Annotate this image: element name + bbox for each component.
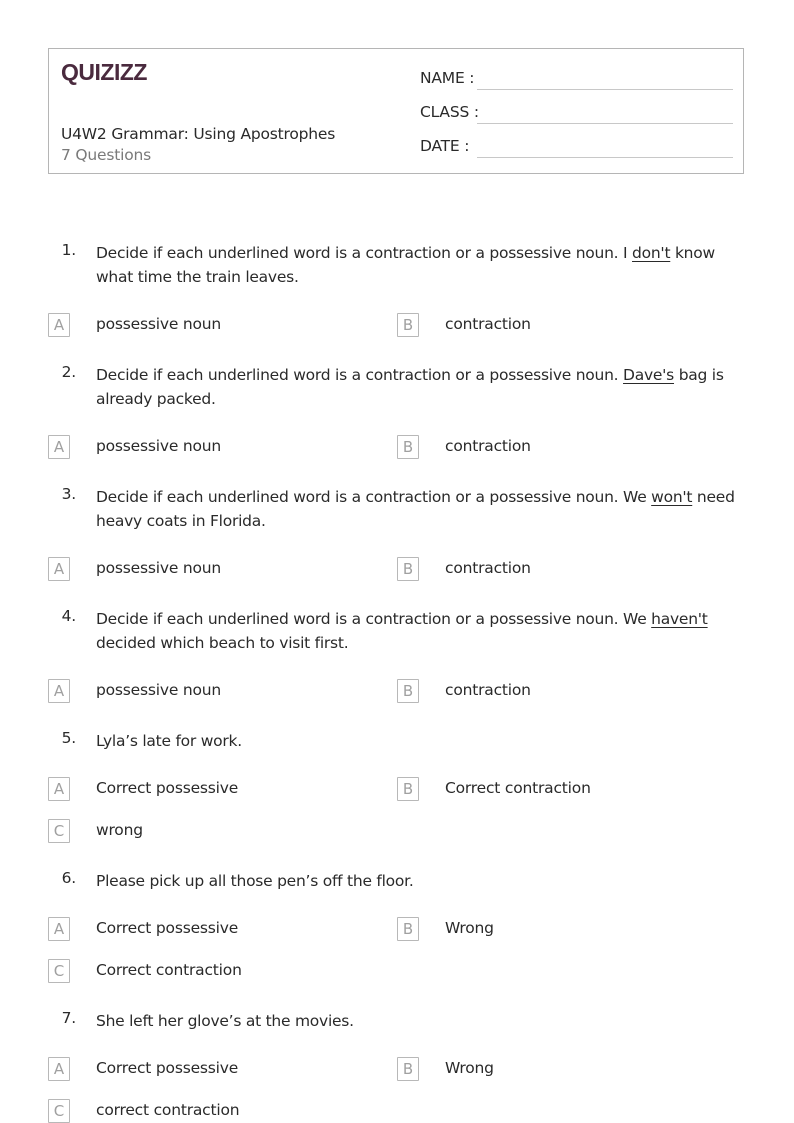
option-box-a[interactable]: A bbox=[48, 777, 70, 801]
question-number: 5. bbox=[61, 729, 76, 747]
question-number: 2. bbox=[61, 363, 76, 381]
quizizz-logo-icon bbox=[61, 59, 153, 87]
option-box-a[interactable]: A bbox=[48, 435, 70, 459]
question-text-pre: Decide if each underlined word is a contraction or a possessive noun. We bbox=[96, 488, 652, 506]
class-label: CLASS : bbox=[420, 103, 479, 121]
option-text-b[interactable]: contraction bbox=[445, 437, 531, 455]
option-box-b[interactable]: B bbox=[397, 435, 419, 459]
option-box-b[interactable]: B bbox=[397, 557, 419, 581]
name-label: NAME : bbox=[420, 69, 475, 87]
option-box-b[interactable]: B bbox=[397, 313, 419, 337]
option-text-a[interactable]: possessive noun bbox=[96, 315, 222, 333]
question-text-post: need heavy coats in Florida. bbox=[96, 488, 735, 530]
question-number: 3. bbox=[61, 485, 76, 503]
worksheet-title: U4W2 Grammar: Using Apostrophes bbox=[61, 125, 336, 143]
question-text-post: decided which beach to visit first. bbox=[96, 634, 349, 652]
underlined-word: Dave's bbox=[623, 366, 675, 384]
question-text: Please pick up all those pen’s off the floor. bbox=[96, 872, 414, 890]
option-box-c[interactable]: C bbox=[48, 819, 70, 843]
question-number: 1. bbox=[61, 241, 76, 259]
question-text-pre: Decide if each underlined word is a contraction or a possessive noun. bbox=[96, 366, 624, 384]
worksheet-header bbox=[48, 48, 744, 174]
logo-text: QUIZIZZ bbox=[61, 59, 147, 85]
question-text-pre: Decide if each underlined word is a contraction or a possessive noun. We bbox=[96, 610, 652, 628]
question-text: Lyla’s late for work. bbox=[96, 732, 242, 750]
question-number: 6. bbox=[61, 869, 76, 887]
option-text-a[interactable]: Correct possessive bbox=[96, 1059, 239, 1077]
option-text-b[interactable]: Wrong bbox=[445, 919, 494, 937]
question-text bbox=[96, 241, 751, 289]
question-text bbox=[96, 607, 751, 655]
option-box-a[interactable]: A bbox=[48, 1057, 70, 1081]
question-text-post: bag is already packed. bbox=[96, 366, 724, 408]
option-box-b[interactable]: B bbox=[397, 777, 419, 801]
question-text-post: know what time the train leaves. bbox=[96, 244, 715, 286]
option-text-b[interactable]: Wrong bbox=[445, 1059, 494, 1077]
option-box-b[interactable]: B bbox=[397, 1057, 419, 1081]
option-text-b[interactable]: contraction bbox=[445, 559, 531, 577]
class-field[interactable] bbox=[477, 123, 733, 124]
option-text-b[interactable]: contraction bbox=[445, 315, 531, 333]
question-count: 7 Questions bbox=[61, 146, 151, 164]
option-box-c[interactable]: C bbox=[48, 1099, 70, 1123]
option-box-a[interactable]: A bbox=[48, 679, 70, 703]
option-text-c[interactable]: wrong bbox=[96, 821, 143, 839]
option-box-b[interactable]: B bbox=[397, 679, 419, 703]
underlined-word: don't bbox=[632, 244, 671, 262]
question-text bbox=[96, 363, 751, 411]
option-box-c[interactable]: C bbox=[48, 959, 70, 983]
option-box-a[interactable]: A bbox=[48, 917, 70, 941]
question-number: 7. bbox=[61, 1009, 76, 1027]
option-text-b[interactable]: Correct contraction bbox=[445, 779, 591, 797]
date-label: DATE : bbox=[420, 137, 470, 155]
underlined-word: won't bbox=[651, 488, 693, 506]
option-text-c[interactable]: correct contraction bbox=[96, 1101, 240, 1119]
question-number: 4. bbox=[61, 607, 76, 625]
question-text: She left her glove’s at the movies. bbox=[96, 1012, 354, 1030]
option-box-a[interactable]: A bbox=[48, 557, 70, 581]
option-text-a[interactable]: possessive noun bbox=[96, 559, 222, 577]
question-text bbox=[96, 485, 751, 533]
date-field[interactable] bbox=[477, 157, 733, 158]
name-field[interactable] bbox=[477, 89, 733, 90]
option-text-b[interactable]: contraction bbox=[445, 681, 531, 699]
option-box-a[interactable]: A bbox=[48, 313, 70, 337]
question-text-pre: Decide if each underlined word is a contraction or a possessive noun. I bbox=[96, 244, 633, 262]
option-text-c[interactable]: Correct contraction bbox=[96, 961, 242, 979]
option-box-b[interactable]: B bbox=[397, 917, 419, 941]
option-text-a[interactable]: possessive noun bbox=[96, 681, 222, 699]
option-text-a[interactable]: possessive noun bbox=[96, 437, 222, 455]
option-text-a[interactable]: Correct possessive bbox=[96, 919, 239, 937]
quizizz-logo bbox=[61, 59, 153, 91]
option-text-a[interactable]: Correct possessive bbox=[96, 779, 239, 797]
underlined-word: haven't bbox=[651, 610, 708, 628]
